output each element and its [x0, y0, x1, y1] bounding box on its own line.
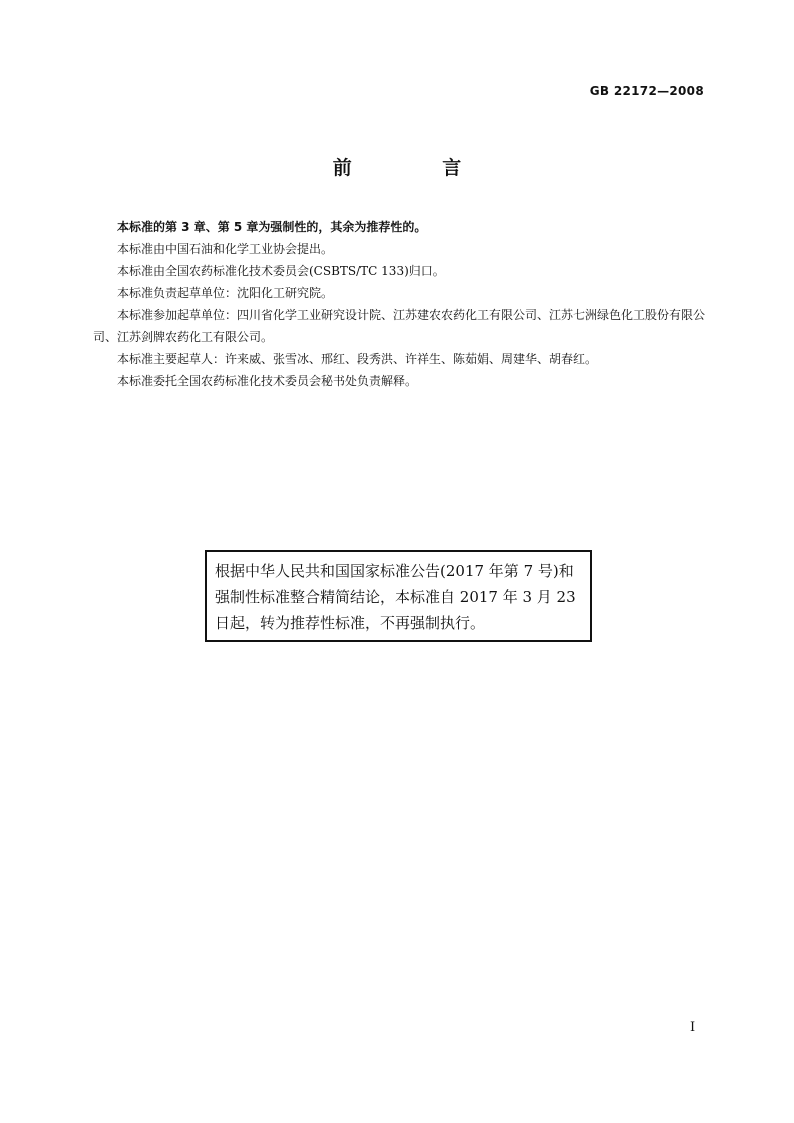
centralized-paragraph: 本标准由全国农药标准化技术委员会(CSBTS/TC 133)归口。: [117, 264, 445, 278]
proposer-paragraph: 本标准由中国石油和化学工业协会提出。: [117, 242, 334, 256]
participating-drafters-paragraph: 本标准参加起草单位：四川省化学工业研究设计院、江苏建农农药化工有限公司、江苏七洲绿色化工股份有限公司、江苏剑牌农药化工有限公司。: [93, 308, 706, 344]
notice-box: 根据中华人民共和国国家标准公告(2017 年第 7 号)和强制性标准整合精简结论，本标准自 2017 年 3 月 23 日起，转为推荐性标准，不再强制执行。: [205, 550, 592, 642]
main-drafters-paragraph: 本标准主要起草人：许来威、张雪冰、邢红、段秀洪、许祥生、陈茹娟、周建华、胡春红。: [117, 352, 598, 366]
page-title: 前 言: [332, 157, 504, 179]
standard-code: GB 22172—2008: [589, 84, 704, 98]
page-number: I: [690, 1020, 696, 1035]
foreword-body: [93, 216, 707, 392]
interpretation-paragraph: 本标准委托全国农药标准化技术委员会秘书处负责解释。: [117, 374, 418, 388]
mandatory-clause-paragraph: 本标准的第 3 章、第 5 章为强制性的，其余为推荐性的。: [117, 220, 427, 234]
responsible-drafter-paragraph: 本标准负责起草单位：沈阳化工研究院。: [117, 286, 334, 300]
